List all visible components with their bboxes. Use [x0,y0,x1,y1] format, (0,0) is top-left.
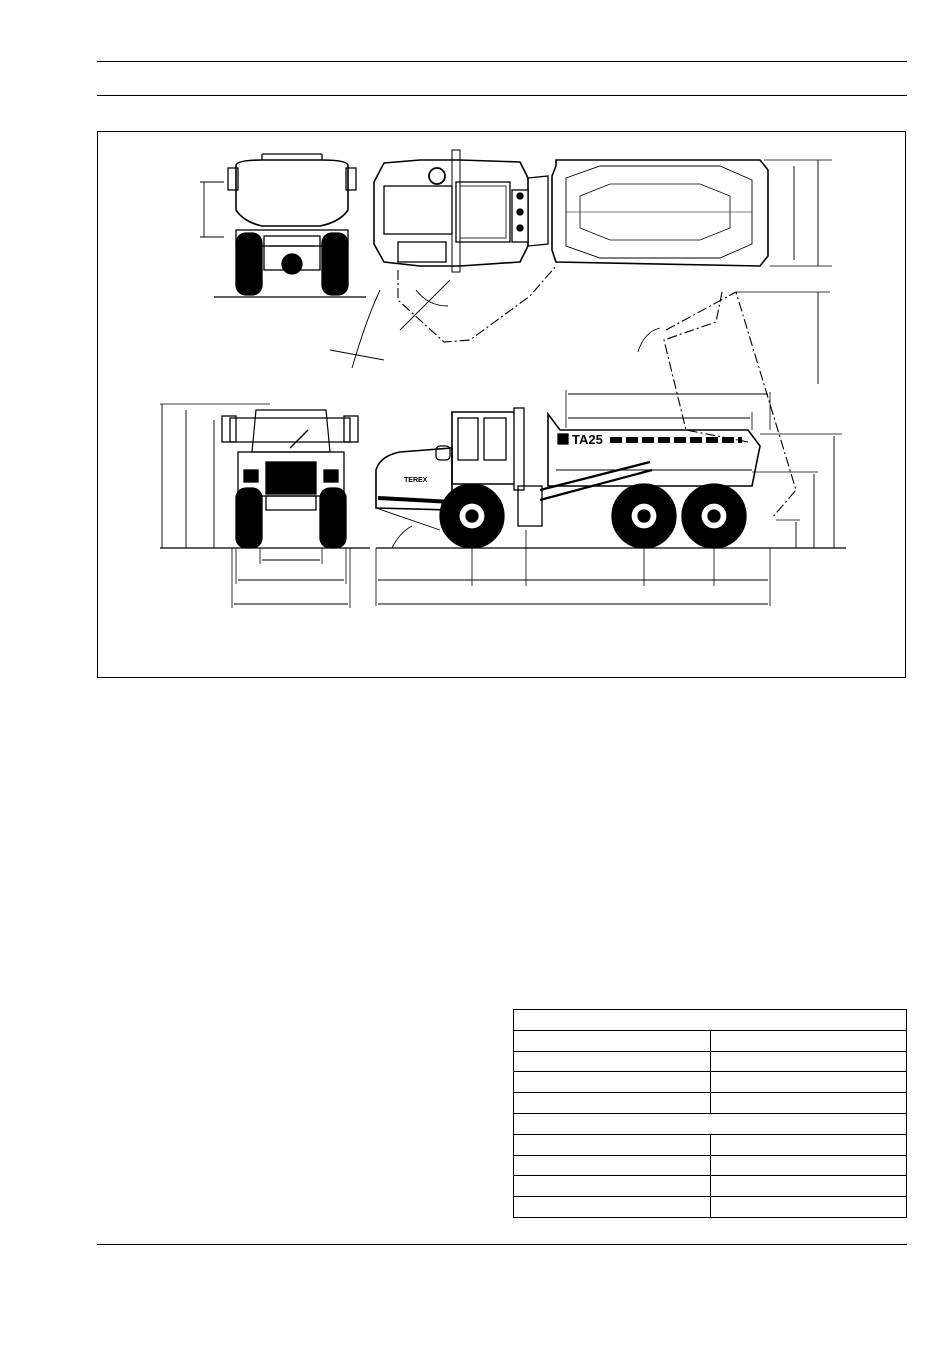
spec-table [513,1009,907,1218]
table-row [514,1197,907,1218]
dimensions-figure [97,131,906,678]
spec-label [514,1051,711,1072]
header-rule-top [97,61,907,62]
front-view [160,404,370,608]
spec-section-heading-1 [514,1010,907,1031]
spec-label [514,1030,711,1051]
table-row [514,1051,907,1072]
spec-value [710,1093,907,1114]
spec-label [514,1155,711,1176]
spec-value [710,1072,907,1093]
spec-value [710,1155,907,1176]
brand-mark: TEREX [404,477,428,484]
spec-value [710,1030,907,1051]
table-row [514,1155,907,1176]
spec-label [514,1176,711,1197]
spec-label [514,1093,711,1114]
table-row [514,1134,907,1155]
spec-label [514,1072,711,1093]
spec-label [514,1197,711,1218]
rear-view-top [200,154,366,297]
footer-rule [97,1244,907,1245]
spec-value [710,1134,907,1155]
spec-value [710,1051,907,1072]
spec-section-heading-2 [514,1113,907,1134]
side-view [376,390,846,606]
model-badge: TA25 [572,432,603,447]
spec-value [710,1197,907,1218]
truck-dimension-drawing [97,131,906,678]
spec-section-heading [514,1113,907,1134]
table-row [514,1030,907,1051]
table-row [514,1093,907,1114]
spec-section-heading [514,1010,907,1031]
header-rule-bottom [97,95,907,96]
table-row [514,1072,907,1093]
spec-label [514,1134,711,1155]
spec-value [710,1176,907,1197]
table-row [514,1176,907,1197]
